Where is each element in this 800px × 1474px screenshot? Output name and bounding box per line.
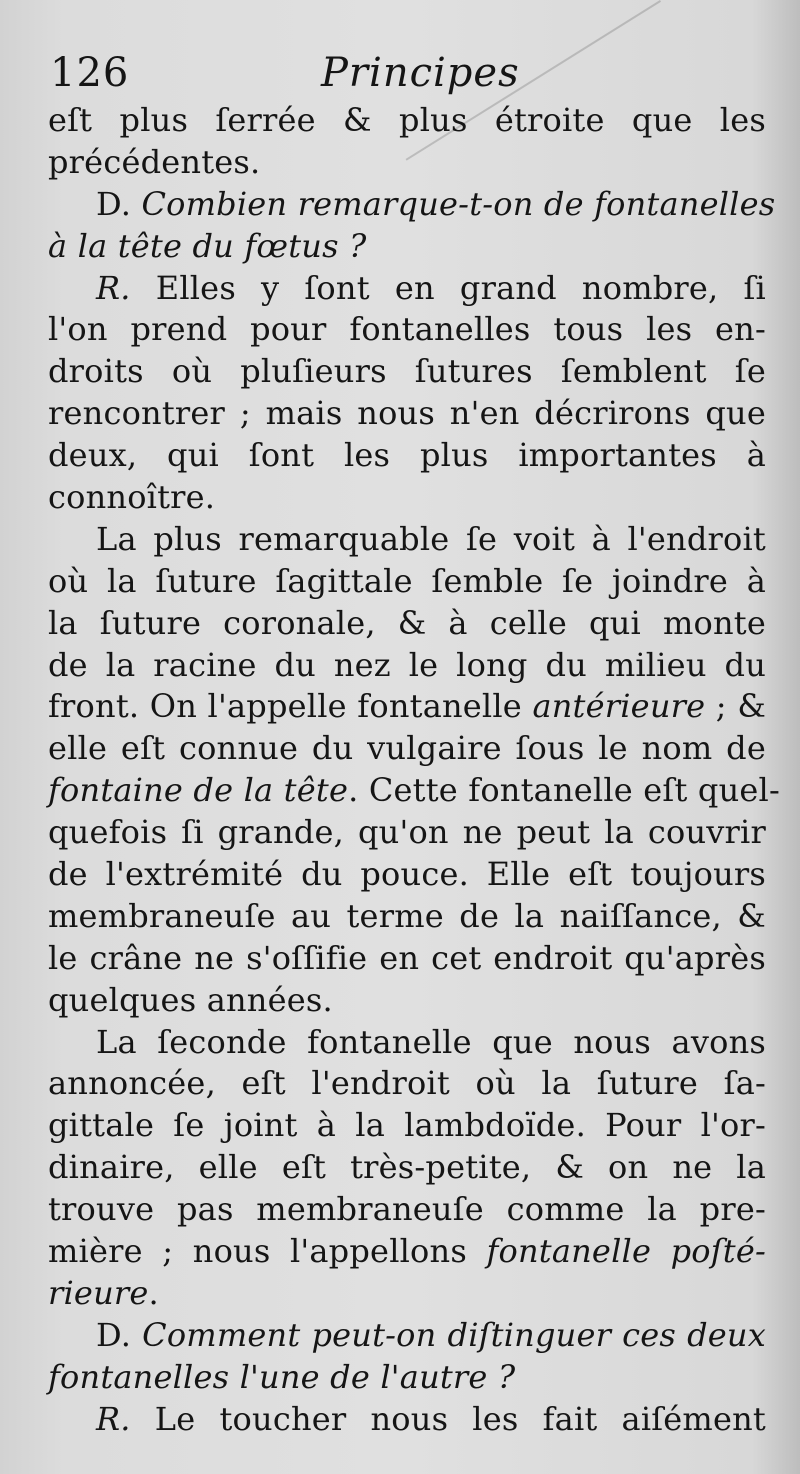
text-run: D. xyxy=(96,1315,143,1354)
italic-text: rieure xyxy=(48,1273,149,1312)
text-line xyxy=(48,1357,766,1399)
text-run: mière ; nous l'appellons xyxy=(48,1232,487,1271)
text-line xyxy=(48,1105,766,1147)
text-line xyxy=(48,603,766,645)
text-line xyxy=(48,1399,766,1441)
text-run: Le toucher nous les fait aiſément xyxy=(130,1399,766,1438)
text-line xyxy=(48,561,766,603)
text-line xyxy=(48,184,776,226)
italic-text: R. xyxy=(96,268,131,307)
text-line xyxy=(48,938,766,980)
text-run: de l'extrémité du pouce. Elle eſt toujours xyxy=(48,855,766,894)
text-line xyxy=(48,268,766,310)
text-line xyxy=(48,896,766,938)
text-run: front. On l'appelle fontanelle xyxy=(48,687,533,726)
text-line xyxy=(48,770,780,812)
text-run: quelques années. xyxy=(48,980,333,1019)
text-line xyxy=(48,1063,766,1105)
text-line xyxy=(48,309,766,351)
text-line xyxy=(48,351,766,393)
italic-text: antérieure xyxy=(532,687,706,726)
text-run: trouve pas membraneuſe comme la pre- xyxy=(48,1190,766,1229)
text-line xyxy=(48,980,766,1022)
text-line xyxy=(48,1315,766,1357)
text-run: deux, qui ſont les plus importantes à xyxy=(48,436,766,475)
text-line xyxy=(48,393,766,435)
italic-text: à la tête du fœtus ? xyxy=(48,226,367,265)
text-run: membraneuſe au terme de la naiſſance, & xyxy=(48,896,766,935)
text-line xyxy=(48,477,766,519)
text-run: la ſuture coronale, & à celle qui monte xyxy=(48,603,766,642)
text-run: dinaire, elle eſt très-petite, & on ne la xyxy=(48,1148,766,1187)
text-line xyxy=(48,226,766,268)
text-run: rencontrer ; mais nous n'en décrirons que xyxy=(48,394,766,433)
text-run: annoncée, eſt l'endroit où la ſuture ſa- xyxy=(48,1064,766,1103)
text-run: où la ſuture ſagittale ſemble ſe joindre à xyxy=(48,561,766,600)
text-run: ; & xyxy=(705,687,766,726)
text-line xyxy=(48,142,766,184)
text-line xyxy=(48,1189,766,1231)
text-run: D. xyxy=(96,184,142,223)
text-run: droits où pluſieurs ſutures ſemblent ſe xyxy=(48,352,766,391)
italic-text: Combien remarque-t-on de fontanelles xyxy=(141,184,776,223)
text-line xyxy=(48,645,766,687)
text-run: eſt plus ſerrée & plus étroite que les xyxy=(48,101,766,139)
text-line xyxy=(48,1147,766,1189)
italic-text: R. xyxy=(96,1399,131,1438)
page-number: 126 xyxy=(50,50,130,96)
text-run: gittale ſe joint à la lambdoïde. Pour l'or- xyxy=(48,1106,766,1145)
text-run: connoître. xyxy=(48,478,216,517)
text-run: Elles y ſont en grand nombre, ſi xyxy=(130,268,766,307)
italic-text: fontanelles l'une de l'autre ? xyxy=(48,1357,516,1396)
text-line xyxy=(48,100,766,142)
text-run: La plus remarquable ſe voit à l'endroit xyxy=(96,519,766,558)
text-line xyxy=(48,435,766,477)
text-run: l'on prend pour fontanelles tous les en- xyxy=(48,310,766,349)
text-run: le crâne ne s'oſſifie en cet endroit qu'après xyxy=(48,938,766,977)
text-run: précédentes. xyxy=(48,142,261,181)
running-title: Principes xyxy=(321,50,520,96)
text-run: . xyxy=(148,1273,159,1312)
text-run: . Cette fontanelle eſt quel- xyxy=(348,771,780,810)
text-line xyxy=(48,728,766,770)
page-header xyxy=(46,46,766,98)
italic-text: Comment peut-on diſtinguer ces deux xyxy=(142,1315,766,1354)
italic-text: fontanelle poſté- xyxy=(486,1232,766,1271)
text-line xyxy=(48,812,766,854)
text-line xyxy=(48,854,766,896)
text-run: quefois ſi grande, qu'on ne peut la couvrir xyxy=(48,813,766,852)
text-run: La ſeconde fontanelle que nous avons xyxy=(96,1022,766,1061)
italic-text: fontaine de la tête xyxy=(48,771,349,810)
text-line xyxy=(48,1231,766,1273)
text-run: de la racine du nez le long du milieu du xyxy=(48,645,766,684)
text-line xyxy=(48,1273,766,1315)
text-line xyxy=(48,519,766,561)
text-line xyxy=(48,1022,766,1064)
text-line xyxy=(48,686,766,728)
text-run: elle eſt connue du vulgaire ſous le nom de xyxy=(48,729,766,768)
body-text xyxy=(48,100,780,1441)
